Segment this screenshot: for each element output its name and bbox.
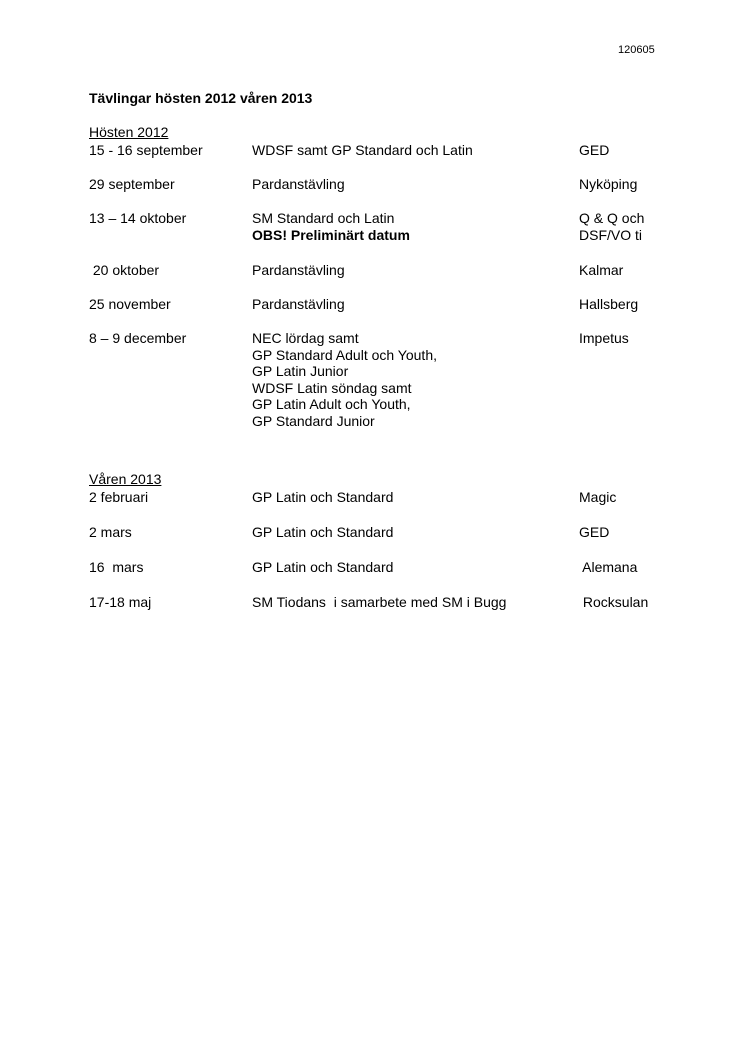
competition-row bbox=[89, 524, 689, 559]
competition-date: 16 mars bbox=[89, 559, 144, 575]
competition-place: Kalmar bbox=[579, 262, 624, 278]
competition-row bbox=[89, 296, 689, 330]
competition-place: Nyköping bbox=[579, 176, 638, 192]
competition-place: Alemana bbox=[579, 559, 638, 575]
section-heading: Hösten 2012 bbox=[89, 124, 169, 140]
competition-event: SM Tiodans i samarbete med SM i Bugg bbox=[252, 594, 507, 610]
competition-place: GED bbox=[579, 142, 610, 158]
competition-place: Hallsberg bbox=[579, 296, 639, 312]
competition-event: Pardanstävling bbox=[252, 296, 345, 312]
competition-place: Rocksulan bbox=[579, 594, 649, 610]
competition-row bbox=[89, 330, 689, 430]
competition-row bbox=[89, 142, 689, 176]
competition-event: Pardanstävling bbox=[252, 176, 345, 192]
preliminary-date-note: OBS! Preliminärt datum bbox=[252, 226, 410, 243]
competition-row bbox=[89, 559, 689, 594]
section-hosten-2012 bbox=[89, 124, 689, 430]
competition-place: Magic bbox=[579, 489, 617, 505]
competition-row bbox=[89, 489, 689, 524]
competition-date: 2 februari bbox=[89, 489, 149, 505]
competition-date: 20 oktober bbox=[89, 262, 160, 278]
competition-date: 29 september bbox=[89, 176, 175, 192]
section-heading: Våren 2013 bbox=[89, 471, 162, 487]
competition-event: Pardanstävling bbox=[252, 262, 345, 278]
competition-date: 25 november bbox=[89, 296, 171, 312]
competition-event: WDSF samt GP Standard och Latin bbox=[252, 142, 473, 158]
competition-row bbox=[89, 176, 689, 210]
competition-event: GP Latin och Standard bbox=[252, 489, 394, 505]
document-title: Tävlingar hösten 2012 våren 2013 bbox=[89, 90, 313, 106]
competition-date: 13 – 14 oktober bbox=[89, 210, 187, 226]
competition-event: GP Latin och Standard bbox=[252, 559, 394, 575]
competition-event: SM Standard och Latin OBS! Preliminärt datum bbox=[252, 210, 410, 243]
competition-row bbox=[89, 262, 689, 296]
competition-place: GED bbox=[579, 524, 610, 540]
competition-row bbox=[89, 210, 689, 262]
competition-date: 8 – 9 december bbox=[89, 330, 187, 346]
document-code: 120605 bbox=[618, 44, 655, 56]
competition-date: 2 mars bbox=[89, 524, 132, 540]
competition-event: NEC lördag samt GP Standard Adult och Youth, GP Latin Junior WDSF Latin söndag samt GP Latin Adult och Youth, GP Standard Junior bbox=[252, 330, 438, 429]
section-varen-2013 bbox=[89, 471, 689, 629]
competition-date: 15 - 16 september bbox=[89, 142, 203, 158]
competition-date: 17-18 maj bbox=[89, 594, 152, 610]
competition-event: GP Latin och Standard bbox=[252, 524, 394, 540]
competition-place: Impetus bbox=[579, 330, 629, 346]
competition-row bbox=[89, 594, 689, 629]
competition-place: Q & Q och DSF/VO ti bbox=[579, 210, 645, 243]
